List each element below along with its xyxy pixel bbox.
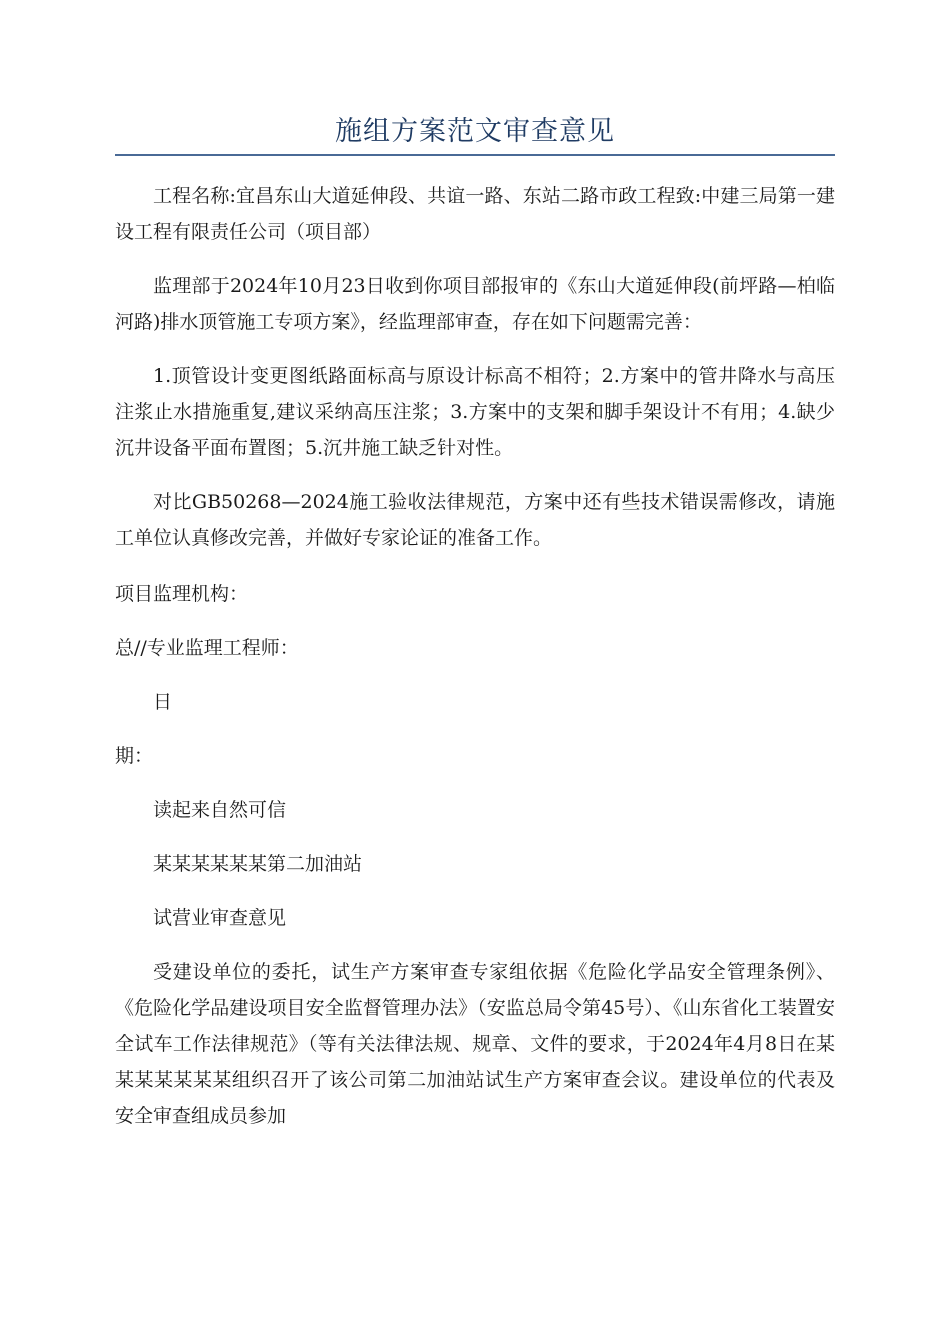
- station-name-line: 某某某某某某第二加油站: [153, 853, 363, 875]
- project-name-paragraph: 工程名称:宜昌东山大道延伸段、共谊一路、东站二路市政工程致:中建三局第一建设工程有限责任公司（项目部）: [115, 185, 835, 243]
- review-heading-line: 试营业审查意见: [153, 907, 287, 929]
- document-page: [115, 0, 835, 1152]
- document-body: [115, 156, 835, 1134]
- engineer-line: 总//专业监理工程师：: [115, 637, 299, 659]
- document-title: 施组方案范文审查意见: [335, 116, 615, 147]
- review-body-paragraph: 受建设单位的委托，试生产方案审查专家组依据《危险化学品安全管理条例》、《危险化学品建设项目安全监督管理办法》（安监总局令第45号）、《山东省化工装置安全试车工作法律规范》（等有关法律法规、规章、文件的要求，于2024年4月8日在某某某某某某某组织召开了该公司第二加油站试生产方案审查会议。建设单位的代表及安全审查组成员参加: [115, 961, 835, 1127]
- standard-paragraph: 对比GB50268—2024施工验收法律规范，方案中还有些技术错误需修改，请施工单位认真修改完善，并做好专家论证的准备工作。: [115, 491, 835, 549]
- supervision-org-line: 项目监理机构：: [115, 583, 249, 605]
- receipt-paragraph: 监理部于2024年10月23日收到你项目部报审的《东山大道延伸段(前坪路—柏临河路)排水顶管施工专项方案》，经监理部审查，存在如下问题需完善：: [115, 275, 835, 333]
- date-label-line-1: 日: [153, 691, 173, 713]
- issues-paragraph: 1.顶管设计变更图纸路面标高与原设计标高不相符；2.方案中的管井降水与高压注浆止水措施重复,建议采纳高压注浆；3.方案中的支架和脚手架设计不有用；4.缺少沉井设备平面布置图；5.沉井施工缺乏针对性。: [115, 365, 835, 459]
- date-label-line-2: 期：: [115, 745, 154, 767]
- note-line: 读起来自然可信: [153, 799, 287, 821]
